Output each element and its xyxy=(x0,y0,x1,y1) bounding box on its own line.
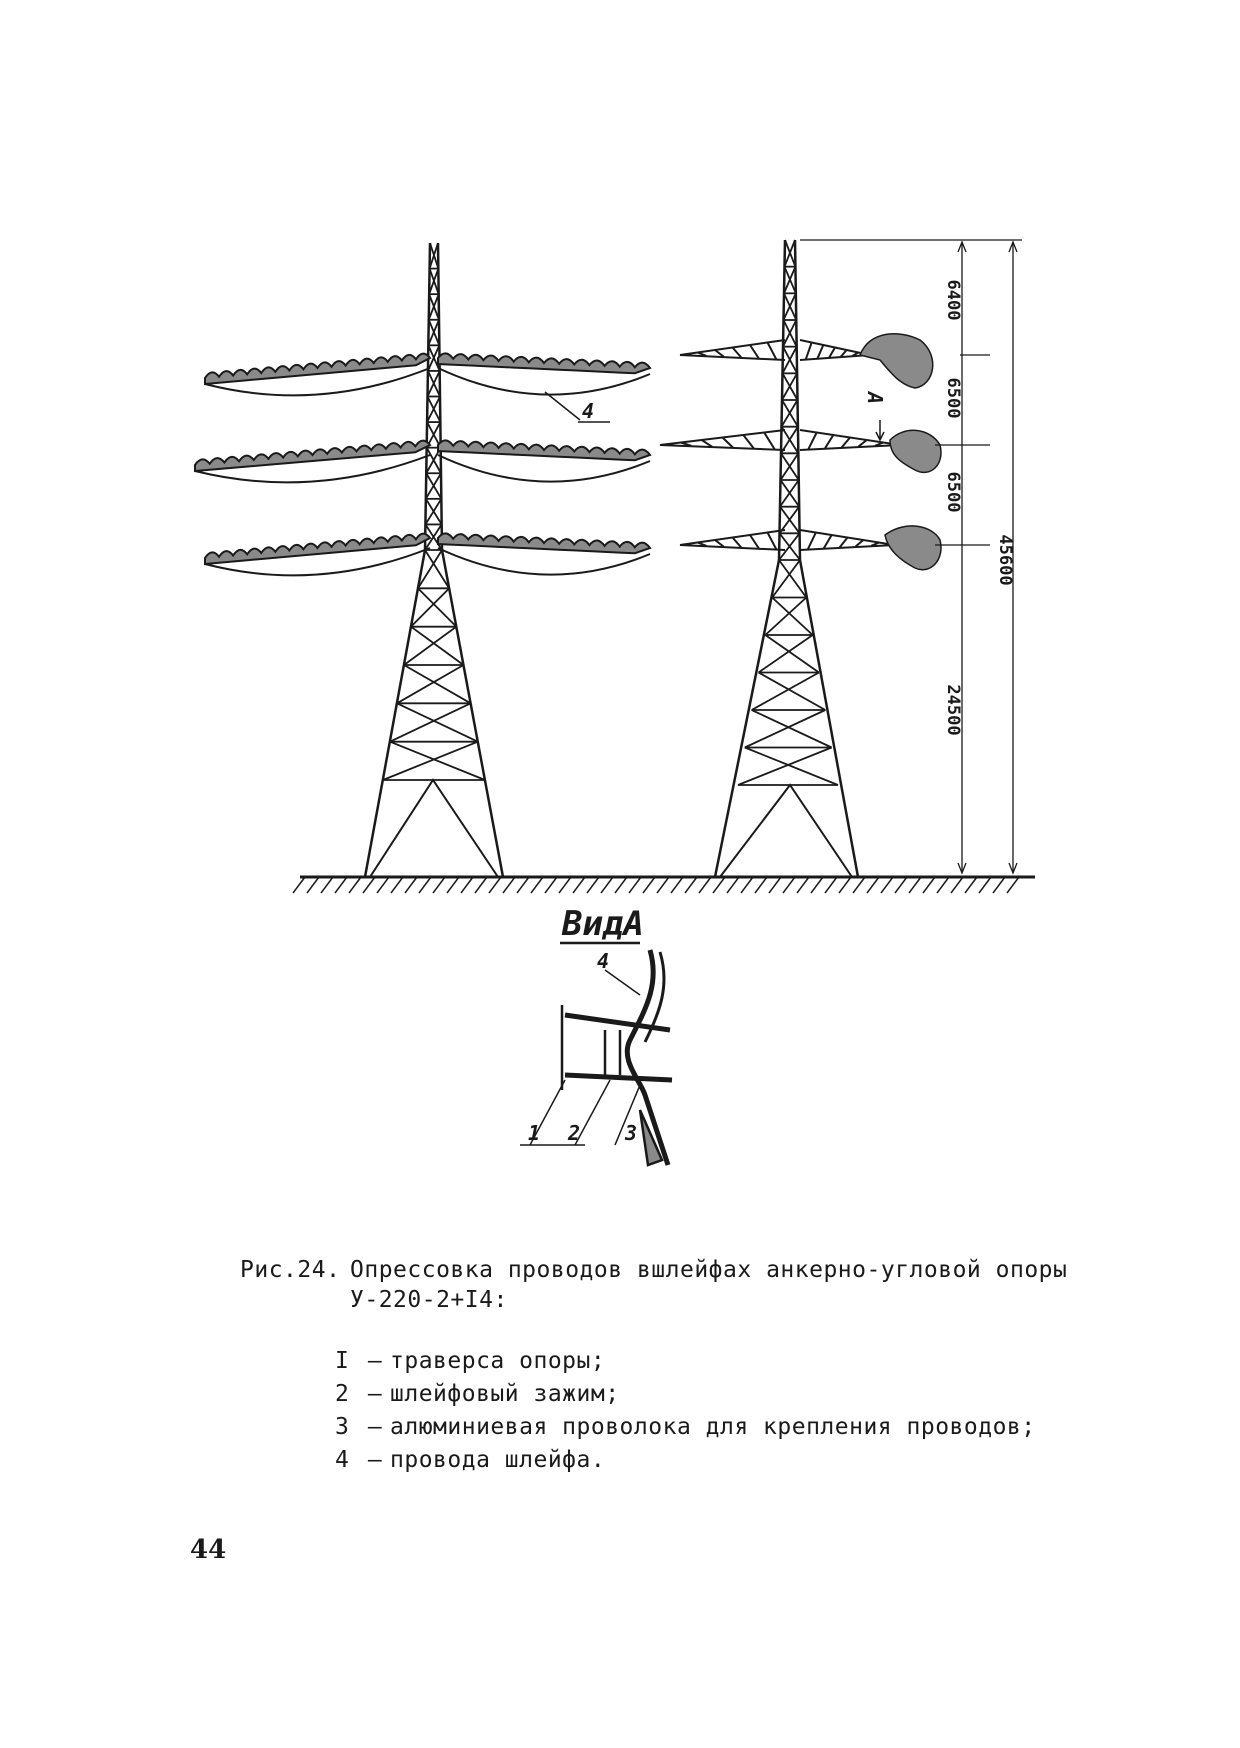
legend-number: 4 xyxy=(335,1447,350,1473)
caption-label: Рис.24. xyxy=(240,1257,341,1283)
view-a-title: ВидА xyxy=(562,904,644,944)
legend-number: 2 xyxy=(335,1381,350,1407)
right-tower xyxy=(660,240,900,877)
legend-item xyxy=(335,1378,1135,1411)
dimension-45600: 45600 xyxy=(995,534,1015,586)
legend-number: I xyxy=(335,1348,350,1374)
dimension-24500: 24500 xyxy=(943,684,963,736)
dimension-6400: 6400 xyxy=(943,279,963,321)
callout-leader-detail-4 xyxy=(605,970,640,995)
dimension-6500-upper: 6500 xyxy=(943,377,963,419)
left-tower-insulators xyxy=(195,353,650,575)
page-number: 44 xyxy=(190,1535,227,1565)
dimension-6500-lower: 6500 xyxy=(943,471,963,513)
caption-line-1: Опрессовка проводов вшлейфах анкерно-угловой опоры xyxy=(350,1257,1068,1283)
callout-4-left-tower: 4 xyxy=(582,399,595,423)
legend-text: провода шлейфа. xyxy=(390,1447,606,1473)
callout-leader-4 xyxy=(545,392,580,420)
callout-detail-1: 1 xyxy=(528,1121,541,1145)
callout-detail-2: 2 xyxy=(568,1121,581,1145)
left-tower xyxy=(365,243,503,877)
legend-dash: – xyxy=(367,1348,383,1374)
legend-text: траверса опоры; xyxy=(390,1348,606,1374)
legend-text: шлейфовый зажим; xyxy=(390,1381,620,1407)
legend-item xyxy=(335,1444,1135,1477)
callout-leader-2 xyxy=(575,1080,610,1145)
legend-dash: – xyxy=(367,1414,383,1440)
callout-detail-3: 3 xyxy=(625,1121,638,1145)
legend-dash: – xyxy=(367,1381,383,1407)
legend-item xyxy=(335,1411,1135,1444)
legend-list xyxy=(335,1345,1135,1477)
legend-item xyxy=(335,1345,1135,1378)
view-a-marker: A xyxy=(863,391,887,405)
figure-caption xyxy=(240,1255,1140,1315)
callout-detail-4: 4 xyxy=(597,949,610,973)
legend-dash: – xyxy=(367,1447,383,1473)
caption-line-2: У-220-2+I4: xyxy=(350,1287,508,1313)
legend-number: 3 xyxy=(335,1414,350,1440)
right-tower-loops xyxy=(860,334,941,570)
ground-line xyxy=(293,877,1035,893)
legend-text: алюминиевая проволока для крепления проводов; xyxy=(390,1414,1036,1440)
view-a-arrow xyxy=(876,420,884,440)
